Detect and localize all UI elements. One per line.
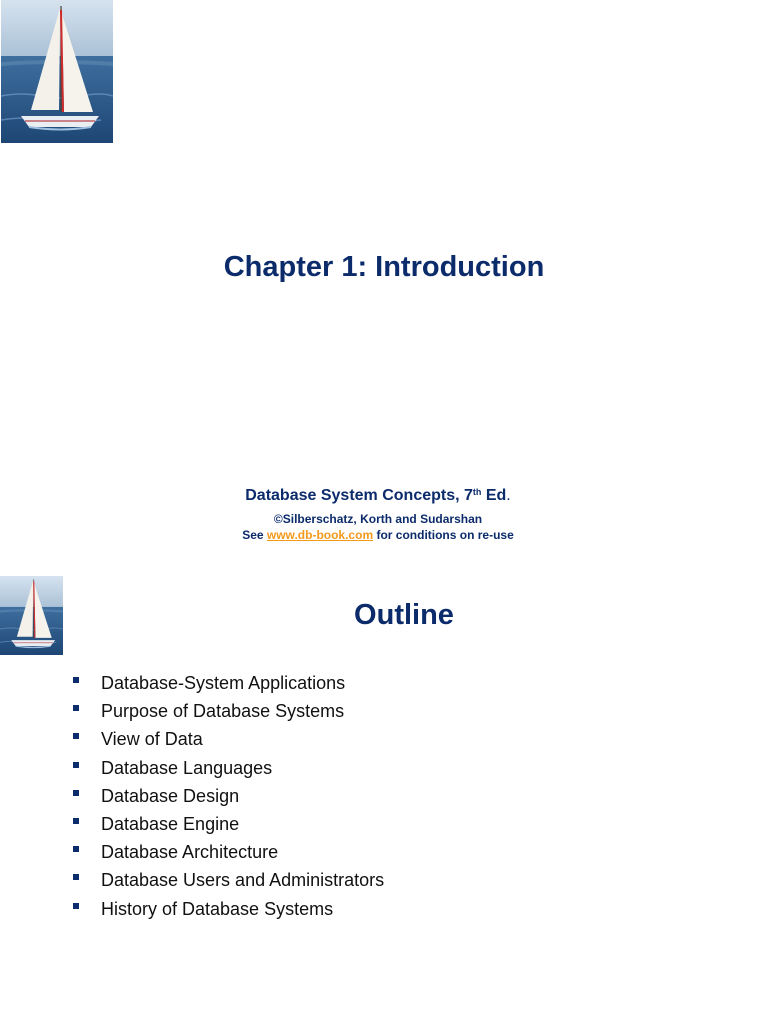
list-item-label: View of Data — [101, 729, 203, 750]
book-title — [0, 486, 762, 505]
reuse-suffix: for conditions on re-use — [373, 528, 514, 542]
outline-title: Outline — [354, 599, 454, 631]
list-item-label: Database-System Applications — [101, 673, 346, 693]
list-item-label: Database Engine — [101, 813, 240, 834]
square-bullet-icon — [73, 733, 79, 739]
square-bullet-icon — [73, 903, 79, 909]
book-title-period: . — [506, 487, 511, 504]
edition-suffix: Ed — [481, 487, 507, 504]
sailboat-logo — [1, 0, 113, 143]
square-bullet-icon — [73, 846, 79, 852]
book-title-text: Database System Concepts, 7 — [245, 487, 473, 504]
square-bullet-icon — [73, 874, 79, 880]
list-item-label: Database Architecture — [101, 842, 279, 863]
square-bullet-icon — [73, 818, 79, 824]
db-book-link[interactable]: www.db-book.com — [266, 528, 374, 542]
list-item-label: Database Languages — [101, 757, 273, 778]
square-bullet-icon — [73, 705, 79, 711]
square-bullet-icon — [73, 790, 79, 796]
square-bullet-icon — [73, 677, 79, 683]
copyright-line: ©Silberschatz, Korth and Sudarshan — [273, 512, 483, 526]
reuse-prefix: See — [242, 528, 267, 542]
edition-superscript: th — [472, 487, 482, 497]
list-item-label: History of Database Systems — [101, 898, 334, 919]
list-item-label: Database Design — [101, 785, 240, 806]
chapter-title: Chapter 1: Introduction — [223, 251, 545, 283]
reuse-notice — [0, 528, 762, 542]
list-item-label: Database Users and Administrators — [101, 870, 385, 891]
list-item-label: Purpose of Database Systems — [101, 701, 345, 722]
square-bullet-icon — [73, 762, 79, 768]
